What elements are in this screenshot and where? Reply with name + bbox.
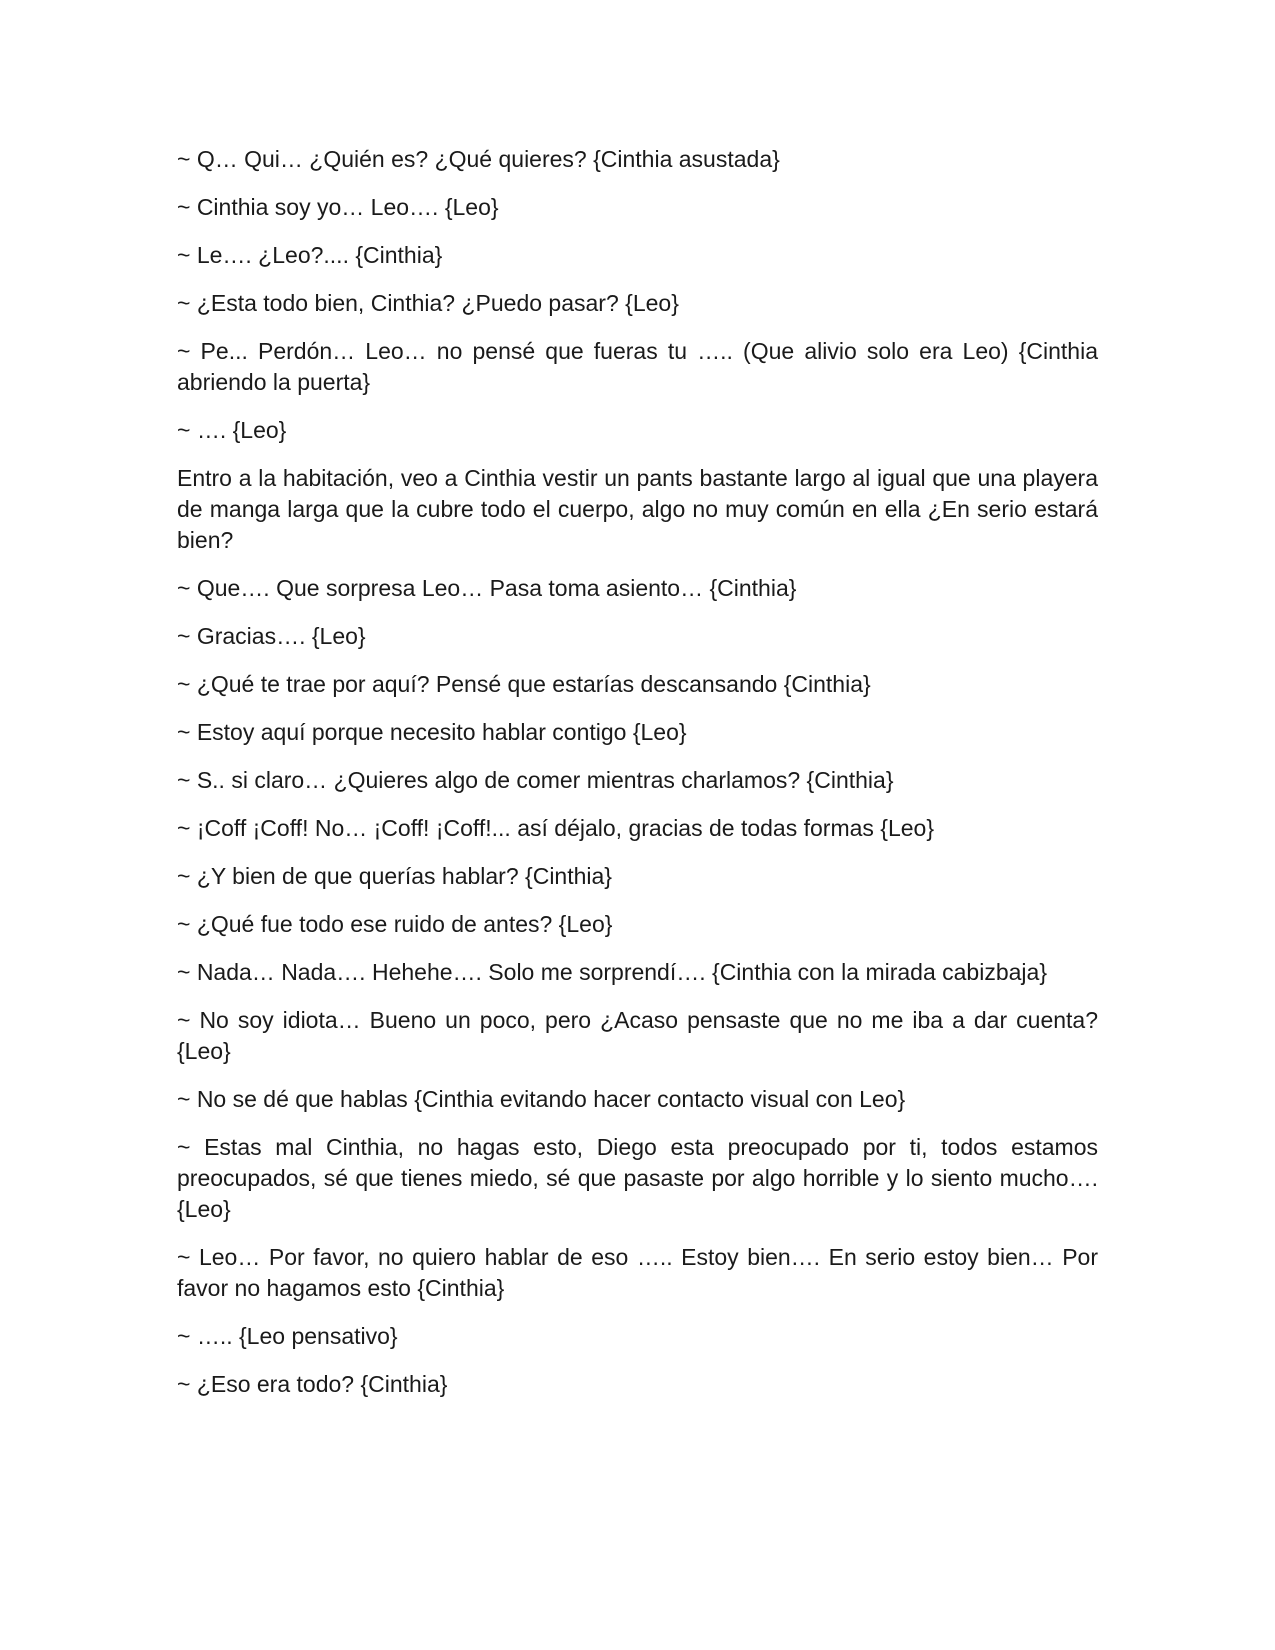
- dialogue-line: ~ ¿Qué fue todo ese ruido de antes? {Leo}: [177, 911, 613, 937]
- dialogue-line: ~ S.. si claro… ¿Quieres algo de comer mientras charlamos? {Cinthia}: [177, 767, 894, 793]
- dialogue-line: ~ Gracias…. {Leo}: [177, 623, 366, 649]
- dialogue-line: ~ ….. {Leo pensativo}: [177, 1323, 398, 1349]
- dialogue-line: ~ No se dé que hablas {Cinthia evitando hacer contacto visual con Leo}: [177, 1086, 906, 1112]
- dialogue-line: ~ Que…. Que sorpresa Leo… Pasa toma asiento… {Cinthia}: [177, 575, 797, 601]
- dialogue-line: ~ Q… Qui… ¿Quién es? ¿Qué quieres? {Cinthia asustada}: [177, 146, 780, 172]
- dialogue-line: ~ ¡Coff ¡Coff! No… ¡Coff! ¡Coff!... así déjalo, gracias de todas formas {Leo}: [177, 815, 935, 841]
- dialogue-text: [177, 144, 1098, 1417]
- dialogue-line: ~ Pe... Perdón… Leo… no pensé que fueras tu ….. (Que alivio solo era Leo) {Cinthia abriendo la puerta}: [177, 338, 1098, 395]
- dialogue-line: ~ …. {Leo}: [177, 417, 287, 443]
- dialogue-line: ~ Nada… Nada…. Hehehe…. Solo me sorprendí…. {Cinthia con la mirada cabizbaja}: [177, 959, 1048, 985]
- dialogue-line: ~ Cinthia soy yo… Leo…. {Leo}: [177, 194, 499, 220]
- dialogue-line: ~ Estoy aquí porque necesito hablar contigo {Leo}: [177, 719, 687, 745]
- narration-paragraph: Entro a la habitación, veo a Cinthia vestir un pants bastante largo al igual que una playera de manga larga que la cubre todo el cuerpo, algo no muy común en ella ¿En serio estará bien?: [177, 465, 1098, 553]
- dialogue-line: ~ Leo… Por favor, no quiero hablar de eso ….. Estoy bien…. En serio estoy bien… Por favor no hagamos esto {Cinthia}: [177, 1244, 1098, 1301]
- dialogue-line: ~ Le…. ¿Leo?.... {Cinthia}: [177, 242, 443, 268]
- dialogue-line: ~ Estas mal Cinthia, no hagas esto, Diego esta preocupado por ti, todos estamos preocupados, sé que tienes miedo, sé que pasaste por algo horrible y lo siento mucho…. {Leo}: [177, 1134, 1098, 1222]
- dialogue-line: ~ ¿Eso era todo? {Cinthia}: [177, 1371, 448, 1397]
- dialogue-line: ~ No soy idiota… Bueno un poco, pero ¿Acaso pensaste que no me iba a dar cuenta? {Leo}: [177, 1007, 1098, 1064]
- dialogue-line: ~ ¿Y bien de que querías hablar? {Cinthia}: [177, 863, 612, 889]
- dialogue-line: ~ ¿Esta todo bien, Cinthia? ¿Puedo pasar? {Leo}: [177, 290, 679, 316]
- dialogue-line: ~ ¿Qué te trae por aquí? Pensé que estarías descansando {Cinthia}: [177, 671, 871, 697]
